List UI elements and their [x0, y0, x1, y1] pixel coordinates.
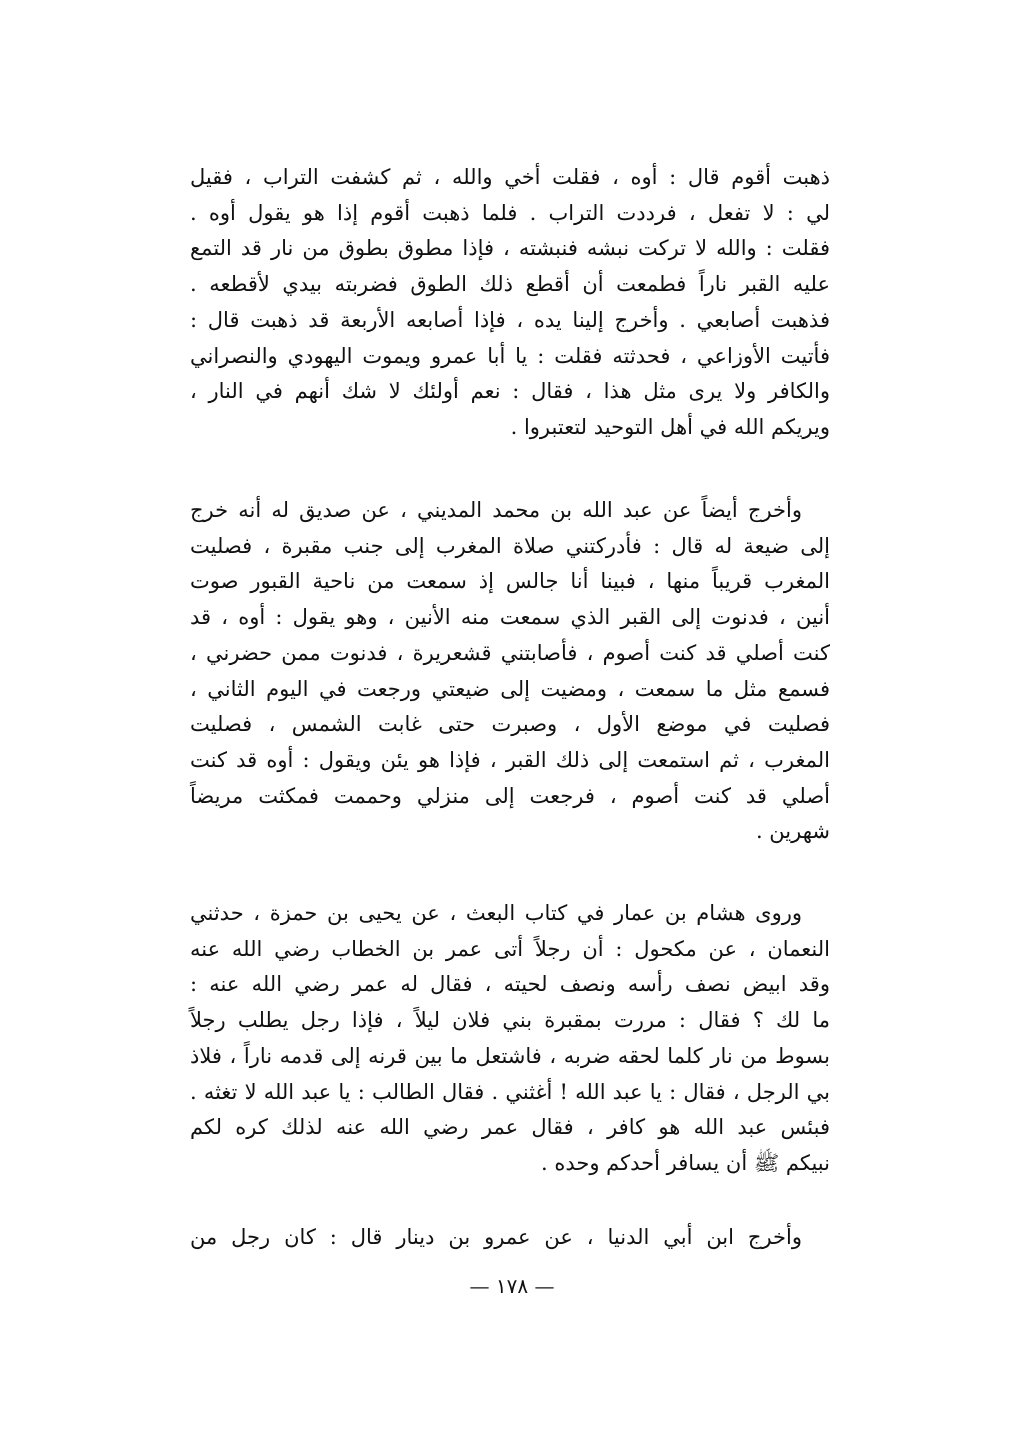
text-line: شهرين .: [755, 819, 830, 844]
text-line: ما لك ؟ فقال : مررت بمقبرة بني فلان ليلاً ، فإذا رجل يطلب رجلاً: [190, 1008, 830, 1033]
paragraph-4: [190, 1220, 830, 1256]
paragraph-1: [190, 160, 830, 446]
text-line: والكافر ولا يرى مثل هذا ، فقال : نعم أولئك لا شك أنهم في النار ،: [190, 379, 830, 404]
text-line: عليه القبر ناراً فطمعت أن أقطع ذلك الطوق فضربته بيدي لأقطعه .: [190, 272, 830, 297]
text-line: فقلت : والله لا تركت نبشه فنبشته ، فإذا مطوق بطوق من نار قد التمع: [190, 236, 830, 261]
text-line: النعمان ، عن مكحول : أن رجلاً أتى عمر بن الخطاب رضي الله عنه: [190, 936, 830, 961]
text-line: المغرب ، ثم استمعت إلى ذلك القبر ، فإذا هو يئن ويقول : أوه قد كنت: [190, 747, 830, 772]
text-line: فسمع مثل ما سمعت ، ومضيت إلى ضيعتي ورجعت في اليوم الثاني ،: [190, 676, 830, 701]
text-line: وروى هشام بن عمار في كتاب البعث ، عن يحيى بن حمزة ، حدثني: [190, 901, 802, 925]
paragraph-3: [190, 896, 830, 1182]
text-line: فبئس عبد الله هو كافر ، فقال عمر رضي الله عنه لذلك كره لكم: [190, 1115, 830, 1140]
text-line: فأتيت الأوزاعي ، فحدثته فقلت : يا أبا عمرو ويموت اليهودي والنصراني: [190, 343, 830, 368]
text-line: بسوط من نار كلما لحقه ضربه ، فاشتعل ما بين قرنه إلى قدمه ناراً ، فلاذ: [190, 1043, 830, 1068]
text-line: فذهبت أصابعي . وأخرج إلينا يده ، فإذا أصابعه الأربعة قد ذهبت قال :: [190, 307, 830, 332]
text-line: المغرب قريباً منها ، فبينا أنا جالس إذ سمعت من ناحية القبور صوت: [190, 569, 830, 594]
text-line: أصلي قد كنت أصوم ، فرجعت إلى منزلي وحممت فمكثت مريضاً: [190, 783, 830, 808]
text-line: أنين ، فدنوت إلى القبر الذي سمعت منه الأنين ، وهو يقول : أوه ، قد: [190, 605, 830, 630]
text-line: ذهبت أقوم قال : أوه ، فقلت أخي والله ، ثم كشفت التراب ، فقيل: [190, 165, 830, 189]
text-line: وأخرج أيضاً عن عبد الله بن محمد المديني ، عن صديق له أنه خرج: [190, 498, 802, 522]
text-line: وأخرج ابن أبي الدنيا ، عن عمرو بن دينار قال : كان رجل من: [190, 1225, 802, 1249]
text-line: إلى ضيعة له قال : فأدركتني صلاة المغرب إلى جنب مقبرة ، فصليت: [190, 533, 830, 558]
text-line: نبيكم ﷺ أن يسافر أحدكم وحده .: [540, 1150, 830, 1175]
text-line: ويريكم الله في أهل التوحيد لتعتبروا .: [510, 414, 830, 439]
paragraph-2: [190, 493, 830, 850]
text-line: فصليت في موضع الأول ، وصبرت حتى غابت الشمس ، فصليت: [190, 712, 830, 737]
page-number: — ١٧٨ —: [469, 1274, 555, 1298]
text-line: وقد ابيض نصف رأسه ونصف لحيته ، فقال له عمر رضي الله عنه :: [190, 972, 830, 997]
text-line: لي : لا تفعل ، فرددت التراب . فلما ذهبت أقوم إذا هو يقول أوه .: [190, 200, 830, 225]
text-line: كنت أصلي قد كنت أصوم ، فأصابتني قشعريرة ، فدنوت ممن حضرني ،: [190, 640, 830, 665]
text-line: بي الرجل ، فقال : يا عبد الله ! أغثني . فقال الطالب : يا عبد الله لا تغثه .: [190, 1079, 830, 1104]
